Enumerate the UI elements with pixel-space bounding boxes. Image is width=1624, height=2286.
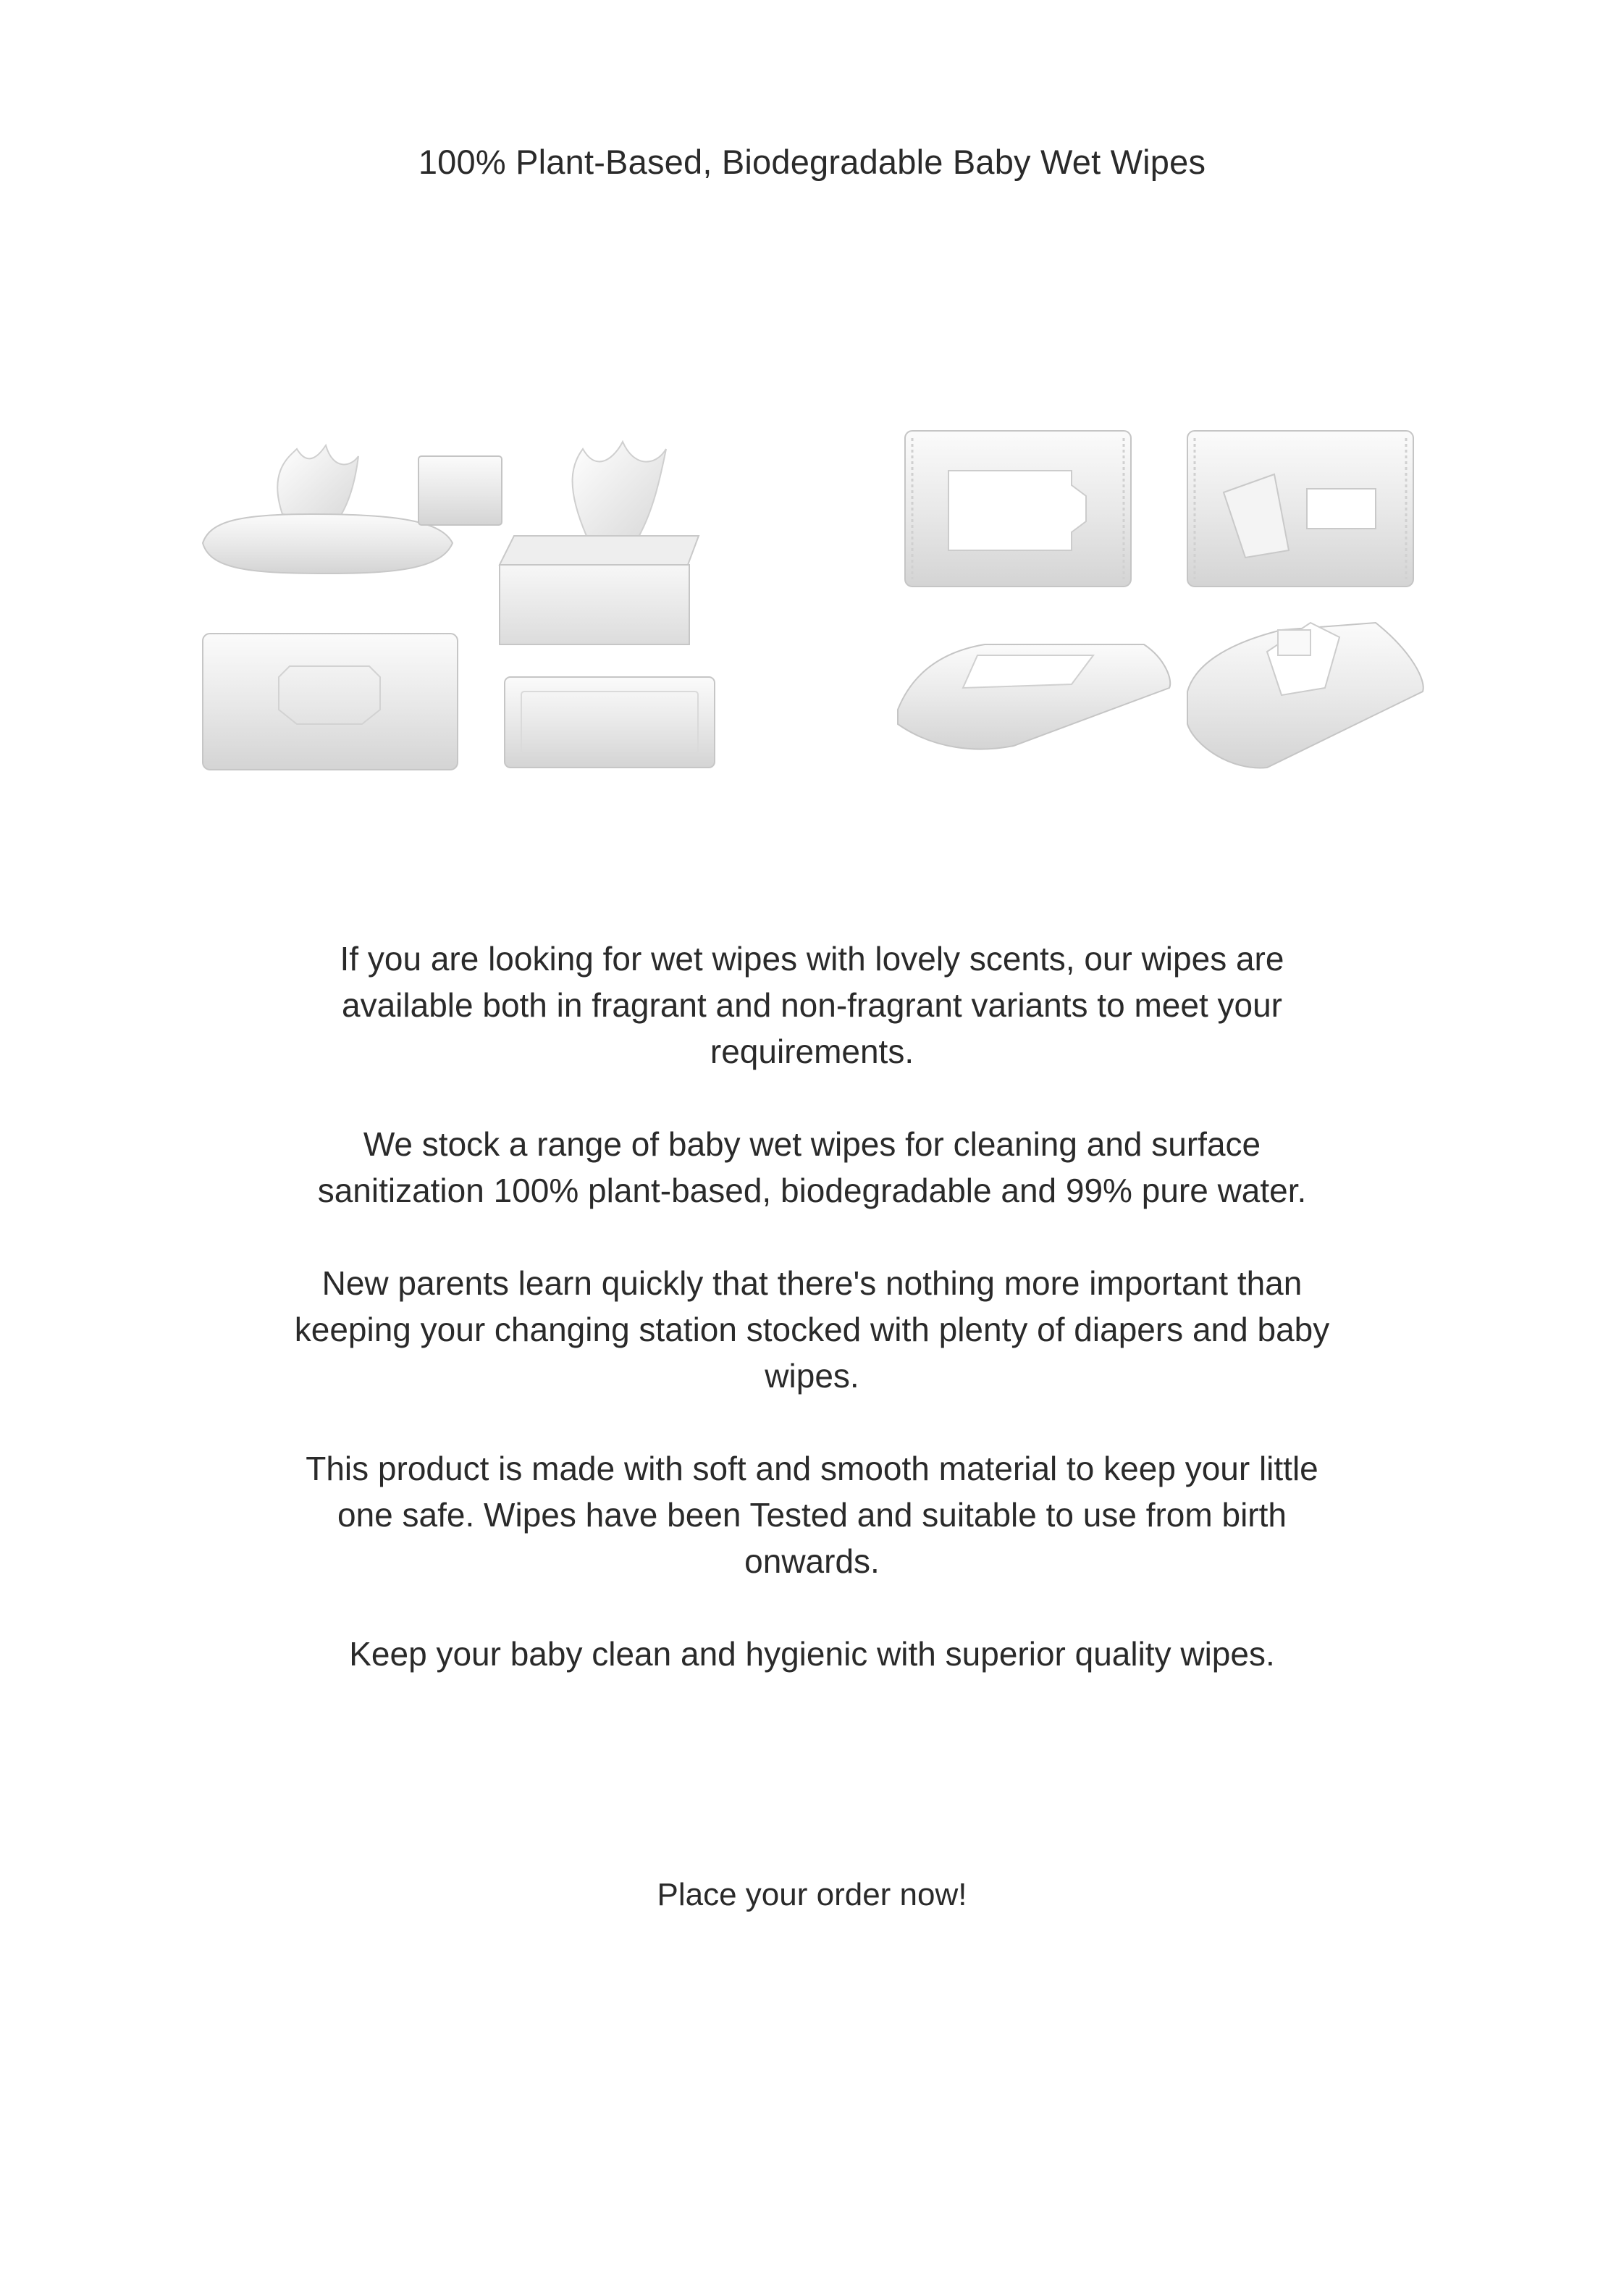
paragraph-scents: If you are looking for wet wipes with lovely scents, our wipes are available both in fragrant and non-fragrant variants to meet your requirements.: [340, 940, 1284, 1070]
paragraph-range: We stock a range of baby wet wipes for cleaning and surface sanitization 100% plant-based, biodegradable and 99% pure water.: [317, 1125, 1307, 1209]
product-illustration: [181, 405, 1441, 811]
paragraph-material: This product is made with soft and smooth material to keep your little one safe. Wipes have been Tested and suitable to use from birth onwards.: [306, 1450, 1318, 1580]
paragraph-new-parents: New parents learn quickly that there's nothing more important than keeping your changing station stocked with plenty of diapers and baby wipes.: [294, 1264, 1330, 1395]
wipes-packaging-set: [203, 442, 715, 770]
wet-wipes-packs-set: [898, 431, 1423, 768]
order-call-to-action: Place your order now!: [657, 1877, 967, 1912]
description-paragraphs: [0, 936, 1624, 1723]
paragraph-hygiene: Keep your baby clean and hygienic with superior quality wipes.: [349, 1635, 1275, 1673]
page-title: 100% Plant-Based, Biodegradable Baby Wet Wipes: [418, 143, 1206, 181]
